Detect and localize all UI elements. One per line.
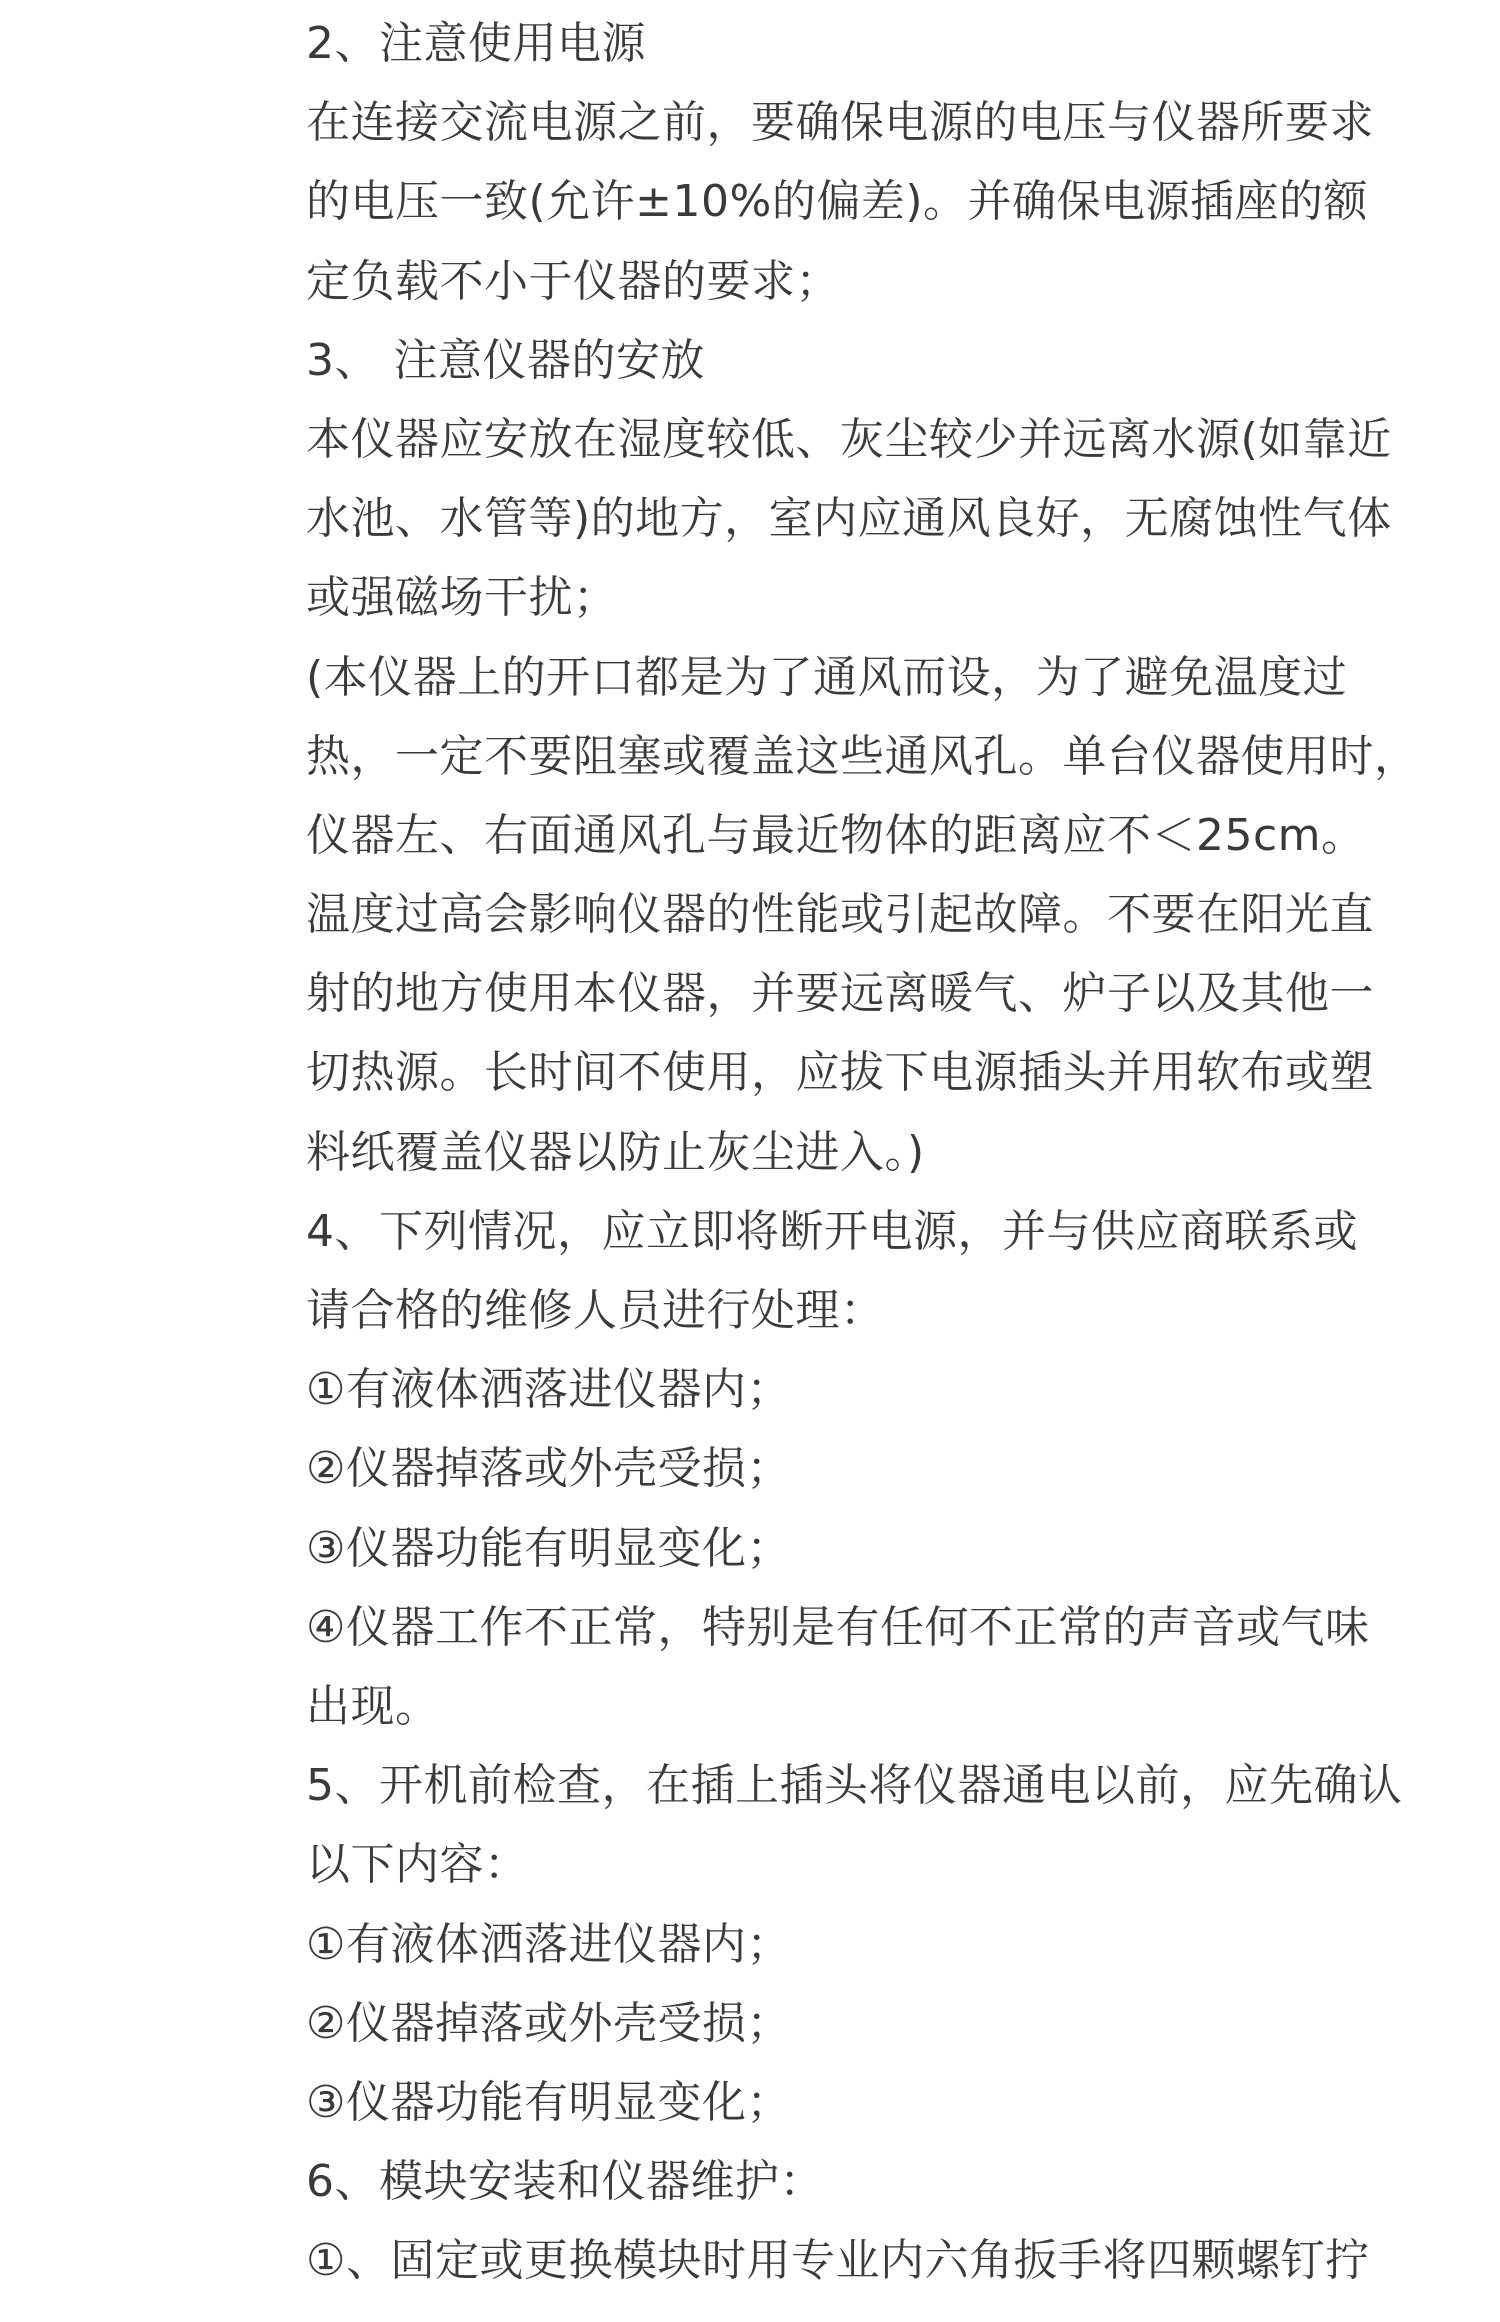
paragraph-line: 热，一定不要阻塞或覆盖这些通风孔。单台仪器使用时， (306, 730, 1419, 782)
section-3-heading: 3、 注意仪器的安放 (306, 334, 705, 386)
document-body (306, 4, 1419, 2300)
paragraph-line: 仪器左、右面通风孔与最近物体的距离应不＜25cm。 (306, 809, 1366, 861)
paragraph-line: 水池、水管等)的地方，室内应通风良好，无腐蚀性气体 (306, 493, 1392, 545)
list-item: ②仪器掉落或外壳受损； (306, 1997, 791, 2049)
paragraph-line: 料纸覆盖仪器以防止灰尘进入。) (306, 1126, 925, 1178)
section-2-heading: 2、注意使用电源 (306, 18, 646, 69)
paragraph-line: 温度过高会影响仪器的性能或引起故障。不要在阳光直 (306, 889, 1374, 941)
list-item: ①、固定或更换模块时用专业内六角扳手将四颗螺钉拧 (306, 2235, 1370, 2287)
list-item: ①有液体洒落进仪器内； (306, 1364, 791, 1416)
paragraph-line: 的电压一致(允许±10%的偏差)。并确保电源插座的额 (306, 176, 1368, 228)
paragraph-line: 或强磁场干扰； (306, 572, 618, 624)
section-6-heading: 6、模块安装和仪器维护： (306, 2156, 824, 2208)
paragraph-line: 请合格的维修人员进行处理： (306, 1285, 885, 1336)
paragraph-line: 本仪器应安放在湿度较低、灰尘较少并远离水源(如靠近 (306, 413, 1392, 465)
list-item: ③仪器功能有明显变化； (306, 1522, 791, 1574)
section-5-heading: 5、开机前检查，在插上插头将仪器通电以前，应先确认 (306, 1760, 1403, 1812)
list-item: ③仪器功能有明显变化； (306, 2076, 791, 2128)
paragraph-line: 以下内容： (306, 1839, 529, 1891)
paragraph-line: 在连接交流电源之前，要确保电源的电压与仪器所要求 (306, 97, 1374, 149)
paragraph-line: 定负载不小于仪器的要求； (306, 255, 840, 307)
list-item: ④仪器工作不正常，特别是有任何不正常的声音或气味 (306, 1601, 1370, 1653)
list-item: ②仪器掉落或外壳受损； (306, 1443, 791, 1495)
list-item: ①有液体洒落进仪器内； (306, 1918, 791, 1970)
paragraph-line: (本仪器上的开口都是为了通风而设，为了避免温度过 (306, 651, 1348, 703)
section-4-heading: 4、下列情况，应立即将断开电源，并与供应商联系或 (306, 1205, 1358, 1257)
paragraph-line: 出现。 (306, 1680, 440, 1732)
paragraph-line: 切热源。长时间不使用，应拔下电源插头并用软布或塑 (306, 1047, 1374, 1099)
paragraph-line: 射的地方使用本仪器，并要远离暖气、炉子以及其他一 (306, 968, 1374, 1020)
